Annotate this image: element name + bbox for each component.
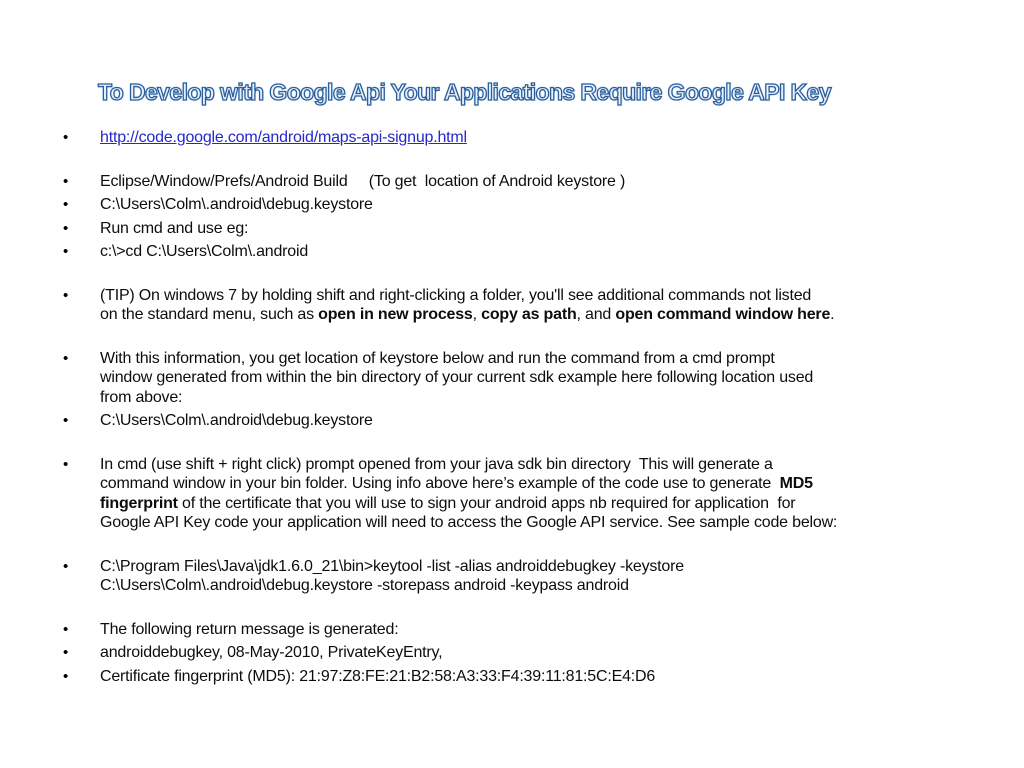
list-item bbox=[63, 195, 975, 215]
text-run: , bbox=[472, 306, 482, 323]
bullet-marker-icon: • bbox=[63, 172, 69, 190]
bullet-list bbox=[63, 128, 975, 710]
list-item bbox=[63, 667, 975, 687]
list-item bbox=[63, 411, 975, 431]
text-run: c:\>cd C:\Users\Colm\.android bbox=[100, 243, 309, 260]
list-item-text bbox=[100, 667, 975, 687]
list-item bbox=[63, 557, 975, 596]
bullet-group bbox=[63, 286, 975, 325]
bullet-marker-icon: • bbox=[63, 129, 69, 146]
list-item-text bbox=[100, 219, 975, 239]
bullet-marker-icon: • bbox=[63, 412, 69, 429]
bullet-marker-icon: • bbox=[63, 243, 69, 260]
list-item bbox=[63, 349, 975, 408]
bullet-marker-icon: • bbox=[63, 620, 69, 638]
list-item-text bbox=[100, 643, 975, 663]
bullet-marker-icon: • bbox=[63, 644, 69, 661]
list-item bbox=[63, 620, 975, 640]
list-item bbox=[63, 219, 975, 239]
text-run: C:\Users\Colm\.android\debug.keystore bbox=[100, 412, 373, 429]
bullet-marker-icon: • bbox=[63, 196, 69, 213]
text-run: The following return message is generated: bbox=[100, 620, 399, 638]
bullet-marker-icon: • bbox=[63, 557, 69, 575]
list-item-text bbox=[100, 411, 975, 431]
bullet-marker-icon: • bbox=[63, 667, 69, 685]
text-run: on the standard menu, such as bbox=[100, 306, 319, 323]
text-run: (TIP) On windows 7 by holding shift and right-clicking a folder, you'll see additional commands not listed bbox=[100, 286, 812, 304]
list-item bbox=[63, 242, 975, 262]
bold-text: open command window here bbox=[615, 306, 831, 323]
list-item-text bbox=[100, 286, 975, 325]
bullet-group bbox=[63, 172, 975, 262]
list-item bbox=[63, 286, 975, 325]
hyperlink[interactable]: http://code.google.com/android/maps-api-signup.html bbox=[100, 129, 467, 146]
list-item-text bbox=[100, 455, 975, 533]
bullet-group bbox=[63, 557, 975, 596]
bullet-group bbox=[63, 620, 975, 687]
text-run: of the certificate that you will use to sign your android apps nb required for application for bbox=[177, 494, 796, 512]
text-run: . bbox=[830, 306, 835, 323]
bullet-group bbox=[63, 349, 975, 431]
bullet-marker-icon: • bbox=[63, 286, 69, 304]
text-run: window generated from within the bin directory of your current sdk example here following location used bbox=[100, 369, 814, 386]
text-run: C:\Users\Colm\.android\debug.keystore bbox=[100, 196, 373, 213]
bold-text: MD5 bbox=[779, 475, 813, 492]
list-item-text bbox=[100, 195, 975, 215]
text-run: C:\Program Files\Java\jdk1.6.0_21\bin>keytool -list -alias androiddebugkey -keystore bbox=[100, 557, 684, 575]
text-run: Certificate fingerprint (MD5): 21:97:Z8:FE:21:B2:58:A3:33:F4:39:11:81:5C:E4:D6 bbox=[100, 667, 656, 685]
list-item-text bbox=[100, 242, 975, 262]
list-item bbox=[63, 643, 975, 663]
bullet-marker-icon: • bbox=[63, 455, 69, 473]
list-item bbox=[63, 455, 975, 533]
text-run: from above: bbox=[100, 388, 183, 406]
text-run: In cmd (use shift + right click) prompt opened from your java sdk bin directory This will generate a bbox=[100, 455, 773, 473]
list-item bbox=[63, 172, 975, 192]
list-item-text bbox=[100, 349, 975, 408]
bold-text: copy as path bbox=[481, 306, 577, 323]
bold-text: fingerprint bbox=[100, 494, 178, 512]
text-run: , and bbox=[576, 306, 616, 323]
page-title: To Develop with Google Api Your Applications Require Google API Key bbox=[98, 79, 831, 105]
list-item-text bbox=[100, 620, 975, 640]
bullet-group bbox=[63, 128, 975, 148]
list-item-text bbox=[100, 172, 975, 192]
bold-text: open in new process bbox=[318, 306, 473, 323]
bullet-marker-icon: • bbox=[63, 349, 69, 367]
text-run: command window in your bin folder. Using info above here’s example of the code use to generate bbox=[100, 475, 780, 492]
text-run: androiddebugkey, 08-May-2010, PrivateKeyEntry, bbox=[100, 644, 443, 661]
bullet-marker-icon: • bbox=[63, 219, 69, 237]
text-run: With this information, you get location of keystore below and run the command from a cmd prompt bbox=[100, 349, 775, 367]
list-item-text bbox=[100, 128, 975, 148]
text-run: Eclipse/Window/Prefs/Android Build (To get location of Android keystore ) bbox=[100, 172, 626, 190]
text-run: Google API Key code your application will need to access the Google API service. See sample code below: bbox=[100, 514, 838, 531]
text-run: Run cmd and use eg: bbox=[100, 219, 249, 237]
text-run: C:\Users\Colm\.android\debug.keystore -storepass android -keypass android bbox=[100, 577, 629, 594]
list-item-link bbox=[63, 128, 975, 148]
list-item-text bbox=[100, 557, 975, 596]
bullet-group bbox=[63, 455, 975, 533]
